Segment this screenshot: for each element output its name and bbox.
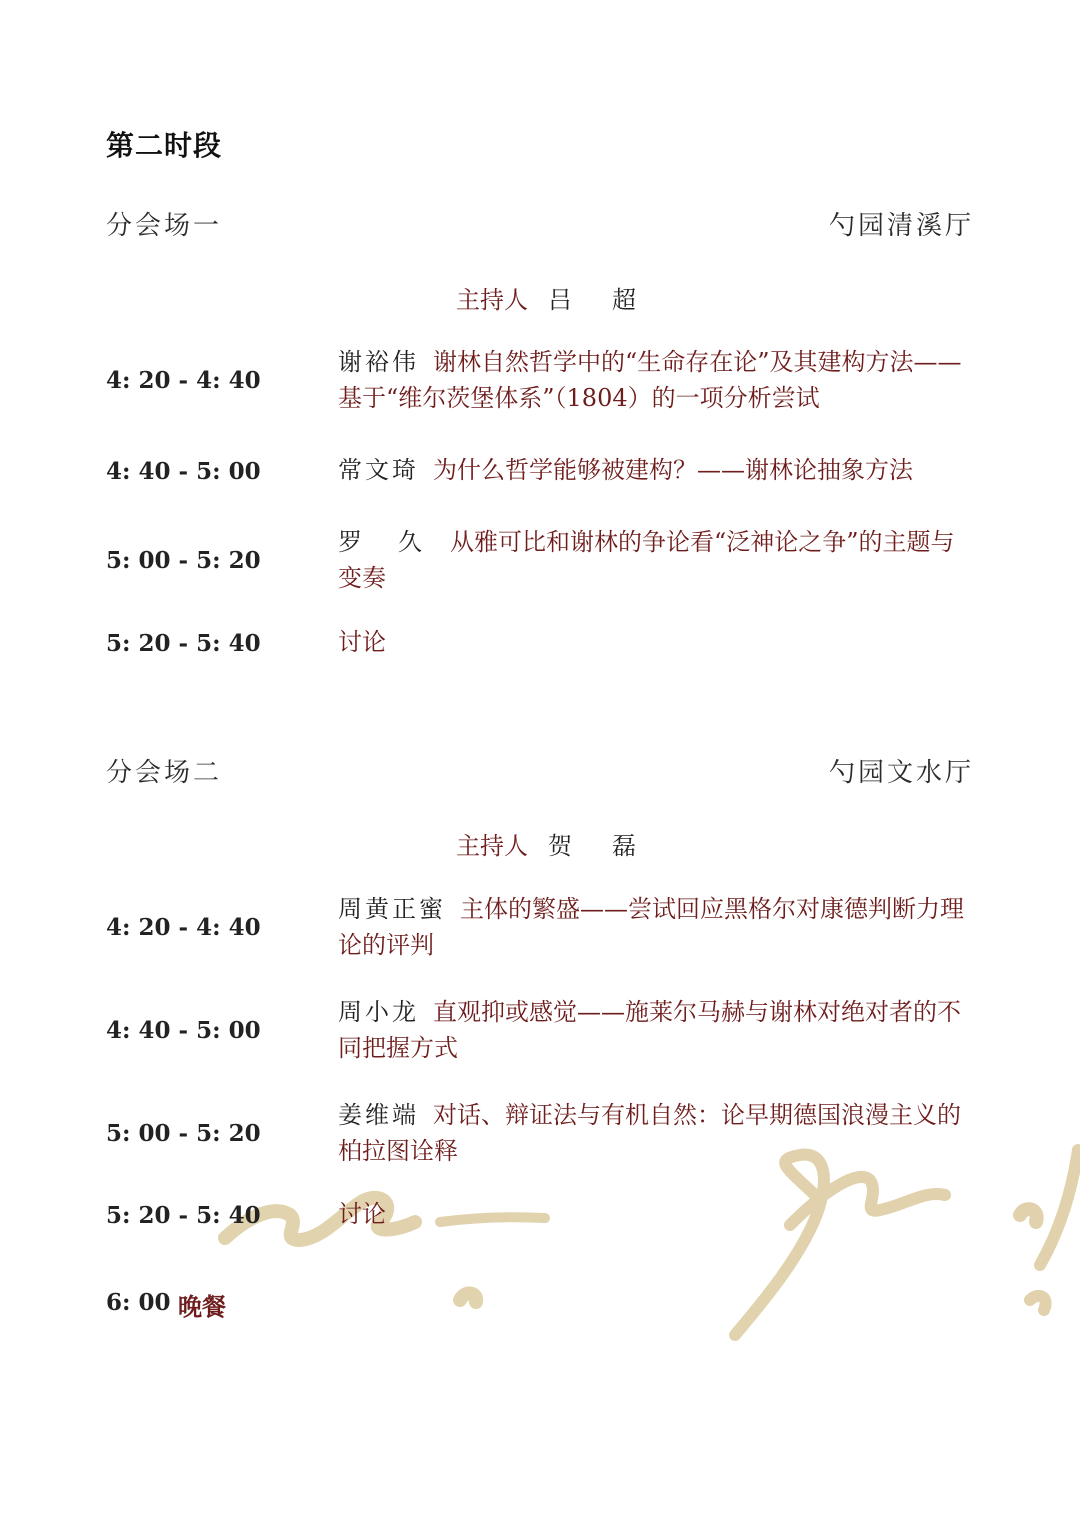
- talk-title: 为什么哲学能够被建构？——谢林论抽象方法: [433, 456, 913, 484]
- talk-title: 主体的繁盛——尝试回应黑格尔对康德判断力理论的评判: [338, 895, 964, 959]
- host-label: 主持人: [456, 832, 528, 860]
- talk-time: 5: 00 - 5: 20: [106, 547, 261, 574]
- session-host: [456, 826, 676, 861]
- talk-time: 4: 40 - 5: 00: [106, 1017, 261, 1044]
- talk-time: 4: 40 - 5: 00: [106, 458, 261, 485]
- talk-title: 谢林自然哲学中的“生命存在论”及其建构方法——基于“维尔茨堡体系”（1804）的一项分析尝试: [338, 348, 962, 412]
- talk-entry: [338, 891, 978, 963]
- host-name: 贺磊: [548, 832, 676, 860]
- talk-speaker: 周黄正蜜: [338, 895, 446, 923]
- session-name: 分会场二: [106, 758, 223, 788]
- talk-speaker: 姜维端: [338, 1101, 419, 1129]
- talk-title: 对话、辩证法与有机自然：论早期德国浪漫主义的柏拉图诠释: [338, 1101, 961, 1165]
- session-name: 分会场一: [106, 211, 223, 241]
- discussion-label: 讨论: [338, 628, 386, 656]
- talk-time: 4: 20 - 4: 40: [106, 367, 261, 394]
- talk-time: 5: 00 - 5: 20: [106, 1120, 261, 1147]
- host-label: 主持人: [456, 286, 528, 314]
- talk-speaker: 谢裕伟: [338, 348, 419, 376]
- talk-speaker: 周小龙: [338, 998, 419, 1026]
- talk-entry: [338, 1097, 978, 1169]
- session-host: [456, 280, 676, 315]
- period-title: 第二时段: [106, 129, 223, 162]
- dinner-time: 6: 00: [106, 1289, 171, 1316]
- talk-entry: [338, 994, 978, 1066]
- talk-entry: [338, 524, 978, 596]
- talk-speaker: 常文琦: [338, 456, 419, 484]
- session-room: 勺园文水厅: [828, 758, 974, 788]
- talk-time: 5: 20 - 5: 40: [106, 630, 261, 657]
- host-name: 吕超: [548, 286, 676, 314]
- talk-speaker: 罗久: [338, 528, 458, 556]
- talk-entry: [338, 344, 978, 416]
- session-room: 勺园清溪厅: [828, 211, 974, 241]
- talk-time: 5: 20 - 5: 40: [106, 1202, 261, 1229]
- talk-title: 直观抑或感觉——施莱尔马赫与谢林对绝对者的不同把握方式: [338, 998, 961, 1062]
- talk-title: 从雅可比和谢林的争论看“泛神论之争”的主题与变奏: [338, 528, 955, 592]
- discussion-label: 讨论: [338, 1200, 386, 1228]
- talk-time: 4: 20 - 4: 40: [106, 914, 261, 941]
- dinner-label: 晚餐: [178, 1292, 226, 1321]
- talk-entry: [338, 452, 978, 488]
